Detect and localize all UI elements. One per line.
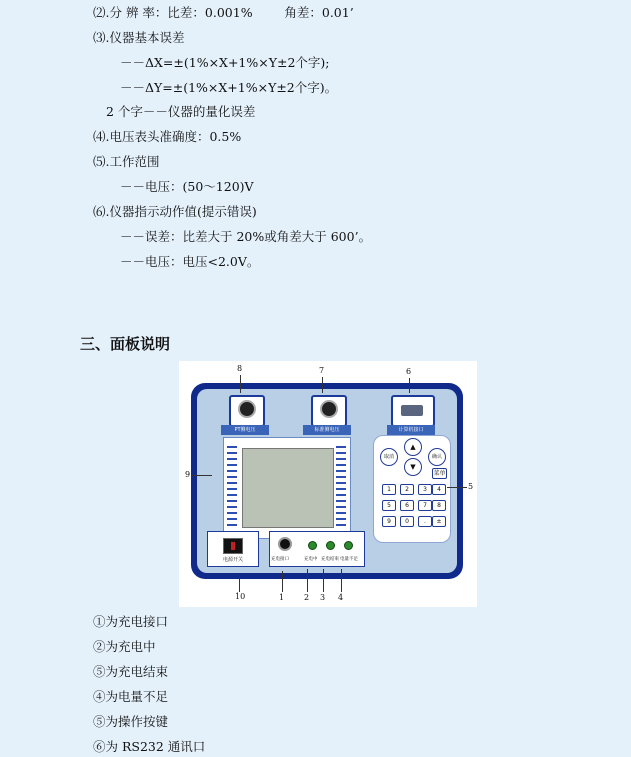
- frame-stripe: [227, 452, 237, 454]
- callout-5: 5: [468, 482, 474, 491]
- callout-4: 4: [338, 593, 344, 602]
- frame-stripe: [227, 464, 237, 466]
- key-4[interactable]: 4: [432, 484, 446, 495]
- frame-stripe: [336, 494, 346, 496]
- leader-line: [341, 569, 342, 592]
- callout-10: 10: [235, 592, 246, 601]
- key-5[interactable]: 5: [382, 500, 396, 511]
- legend-item-1: ①为充电接口: [93, 614, 169, 629]
- power-switch-label: 电源开关: [222, 557, 243, 563]
- menu-key[interactable]: 菜单: [433, 470, 446, 477]
- key-3[interactable]: 3: [418, 484, 432, 495]
- delta-x-formula: －－ΔX=±(1%×X+1%×Y±2个字);: [120, 55, 330, 70]
- down-arrow-key[interactable]: ▼: [404, 458, 422, 476]
- key-2[interactable]: 2: [400, 484, 414, 495]
- charge-port[interactable]: [278, 537, 292, 551]
- callout-7: 7: [319, 366, 325, 375]
- frame-stripe: [336, 476, 346, 478]
- confirm-key[interactable]: 确认: [428, 448, 446, 466]
- resolution-line: ⑵.分 辨 率：比差：0.001% 角差：0.01’: [93, 5, 354, 20]
- callout-6: 6: [406, 367, 412, 376]
- charge-done-led: [326, 541, 335, 550]
- key-0[interactable]: 0: [400, 516, 414, 527]
- action-value-heading: ⑹.仪器指示动作值(提示错误): [93, 204, 257, 219]
- frame-stripe: [227, 458, 237, 460]
- db9-socket-icon: [401, 405, 423, 416]
- frame-stripe: [227, 512, 237, 514]
- key-7[interactable]: 7: [418, 500, 432, 511]
- frame-stripe: [227, 494, 237, 496]
- frame-stripe: [227, 476, 237, 478]
- leader-line: [322, 377, 323, 393]
- frame-stripe: [227, 506, 237, 508]
- power-switch[interactable]: [223, 538, 243, 554]
- frame-stripe: [336, 482, 346, 484]
- frame-stripe: [227, 482, 237, 484]
- frame-stripe: [336, 518, 346, 520]
- frame-stripe: [336, 446, 346, 448]
- low-battery-led: [344, 541, 353, 550]
- charging-led: [308, 541, 317, 550]
- section-heading: 三、面板说明: [80, 335, 171, 353]
- panel-face: [197, 389, 457, 573]
- key-9[interactable]: 9: [382, 516, 396, 527]
- voltmeter-accuracy-line: ⑷.电压表头准确度：0.5%: [93, 129, 242, 144]
- instrument-panel: [191, 383, 463, 579]
- charge-status-box: [269, 531, 365, 567]
- lcd-frame: [223, 437, 351, 539]
- low-battery-label: 电量不足: [340, 557, 358, 562]
- key-8[interactable]: 8: [432, 500, 446, 511]
- frame-stripe: [336, 500, 346, 502]
- up-arrow-key[interactable]: ▲: [404, 438, 422, 456]
- computer-interface-label: 计算机接口: [387, 425, 435, 435]
- leader-line: [240, 375, 241, 393]
- frame-stripe: [227, 488, 237, 490]
- pt-voltage-connector[interactable]: [229, 395, 265, 427]
- legend-item-5: ⑤为操作按键: [93, 714, 169, 729]
- key-dot[interactable]: .: [418, 516, 432, 527]
- frame-stripe: [227, 524, 237, 526]
- frame-stripe: [336, 464, 346, 466]
- rs232-port[interactable]: [391, 395, 435, 427]
- key-1[interactable]: 1: [382, 484, 396, 495]
- leader-line: [239, 575, 240, 592]
- frame-stripe: [336, 506, 346, 508]
- cancel-key[interactable]: 取消: [380, 448, 398, 466]
- leader-line: [282, 571, 283, 592]
- frame-stripe: [336, 458, 346, 460]
- frame-stripe: [336, 512, 346, 514]
- callout-1: 1: [279, 593, 285, 602]
- frame-stripe: [336, 524, 346, 526]
- legend-item-4: ④为电量不足: [93, 689, 169, 704]
- frame-stripe: [336, 470, 346, 472]
- operation-keypad: [373, 435, 451, 543]
- basic-error-heading: ⑶.仪器基本误差: [93, 30, 185, 45]
- callout-8: 8: [237, 364, 243, 373]
- charge-port-label: 充电接口: [271, 557, 289, 562]
- charge-done-label: 充电结束: [321, 557, 339, 562]
- delta-y-formula: －－ΔY=±(1%×X+1%×Y±2个字)。: [120, 80, 338, 95]
- working-range-heading: ⑸.工作范围: [93, 154, 160, 169]
- leader-line: [192, 475, 212, 476]
- standard-voltage-connector[interactable]: [311, 395, 347, 427]
- callout-3: 3: [320, 593, 326, 602]
- leader-line: [447, 487, 467, 488]
- leader-line: [409, 378, 410, 393]
- switch-rocker-icon: [231, 542, 235, 550]
- lcd-screen: [242, 448, 334, 528]
- frame-stripe: [227, 470, 237, 472]
- standard-voltage-label: 标准侧电压: [303, 425, 351, 435]
- voltage-range-line: －－电压：(50～120)V: [120, 179, 254, 194]
- pt-voltage-label: PT侧电压: [221, 425, 269, 435]
- quantization-note: 2 个字－－仪器的量化误差: [106, 104, 256, 119]
- frame-stripe: [336, 488, 346, 490]
- leader-line: [307, 569, 308, 592]
- error-threshold-line: －－误差：比差大于 20%或角差大于 600’。: [120, 229, 372, 244]
- callout-9: 9: [185, 470, 191, 479]
- key-6[interactable]: 6: [400, 500, 414, 511]
- frame-stripe: [227, 500, 237, 502]
- frame-stripe: [227, 446, 237, 448]
- pt-connector-socket-icon: [238, 400, 256, 418]
- frame-stripe: [227, 518, 237, 520]
- legend-item-3: ⑤为充电结束: [93, 664, 169, 679]
- panel-photo: [179, 361, 477, 607]
- legend-item-2: ②为充电中: [93, 639, 156, 654]
- callout-2: 2: [304, 593, 310, 602]
- leader-line: [323, 569, 324, 592]
- power-switch-box: [207, 531, 259, 567]
- legend-item-6: ⑥为 RS232 通讯口: [93, 739, 206, 754]
- charging-label: 充电中: [304, 557, 318, 562]
- frame-stripe: [336, 452, 346, 454]
- standard-connector-socket-icon: [320, 400, 338, 418]
- key-sign[interactable]: ±: [432, 516, 446, 527]
- voltage-threshold-line: －－电压：电压<2.0V。: [120, 254, 260, 269]
